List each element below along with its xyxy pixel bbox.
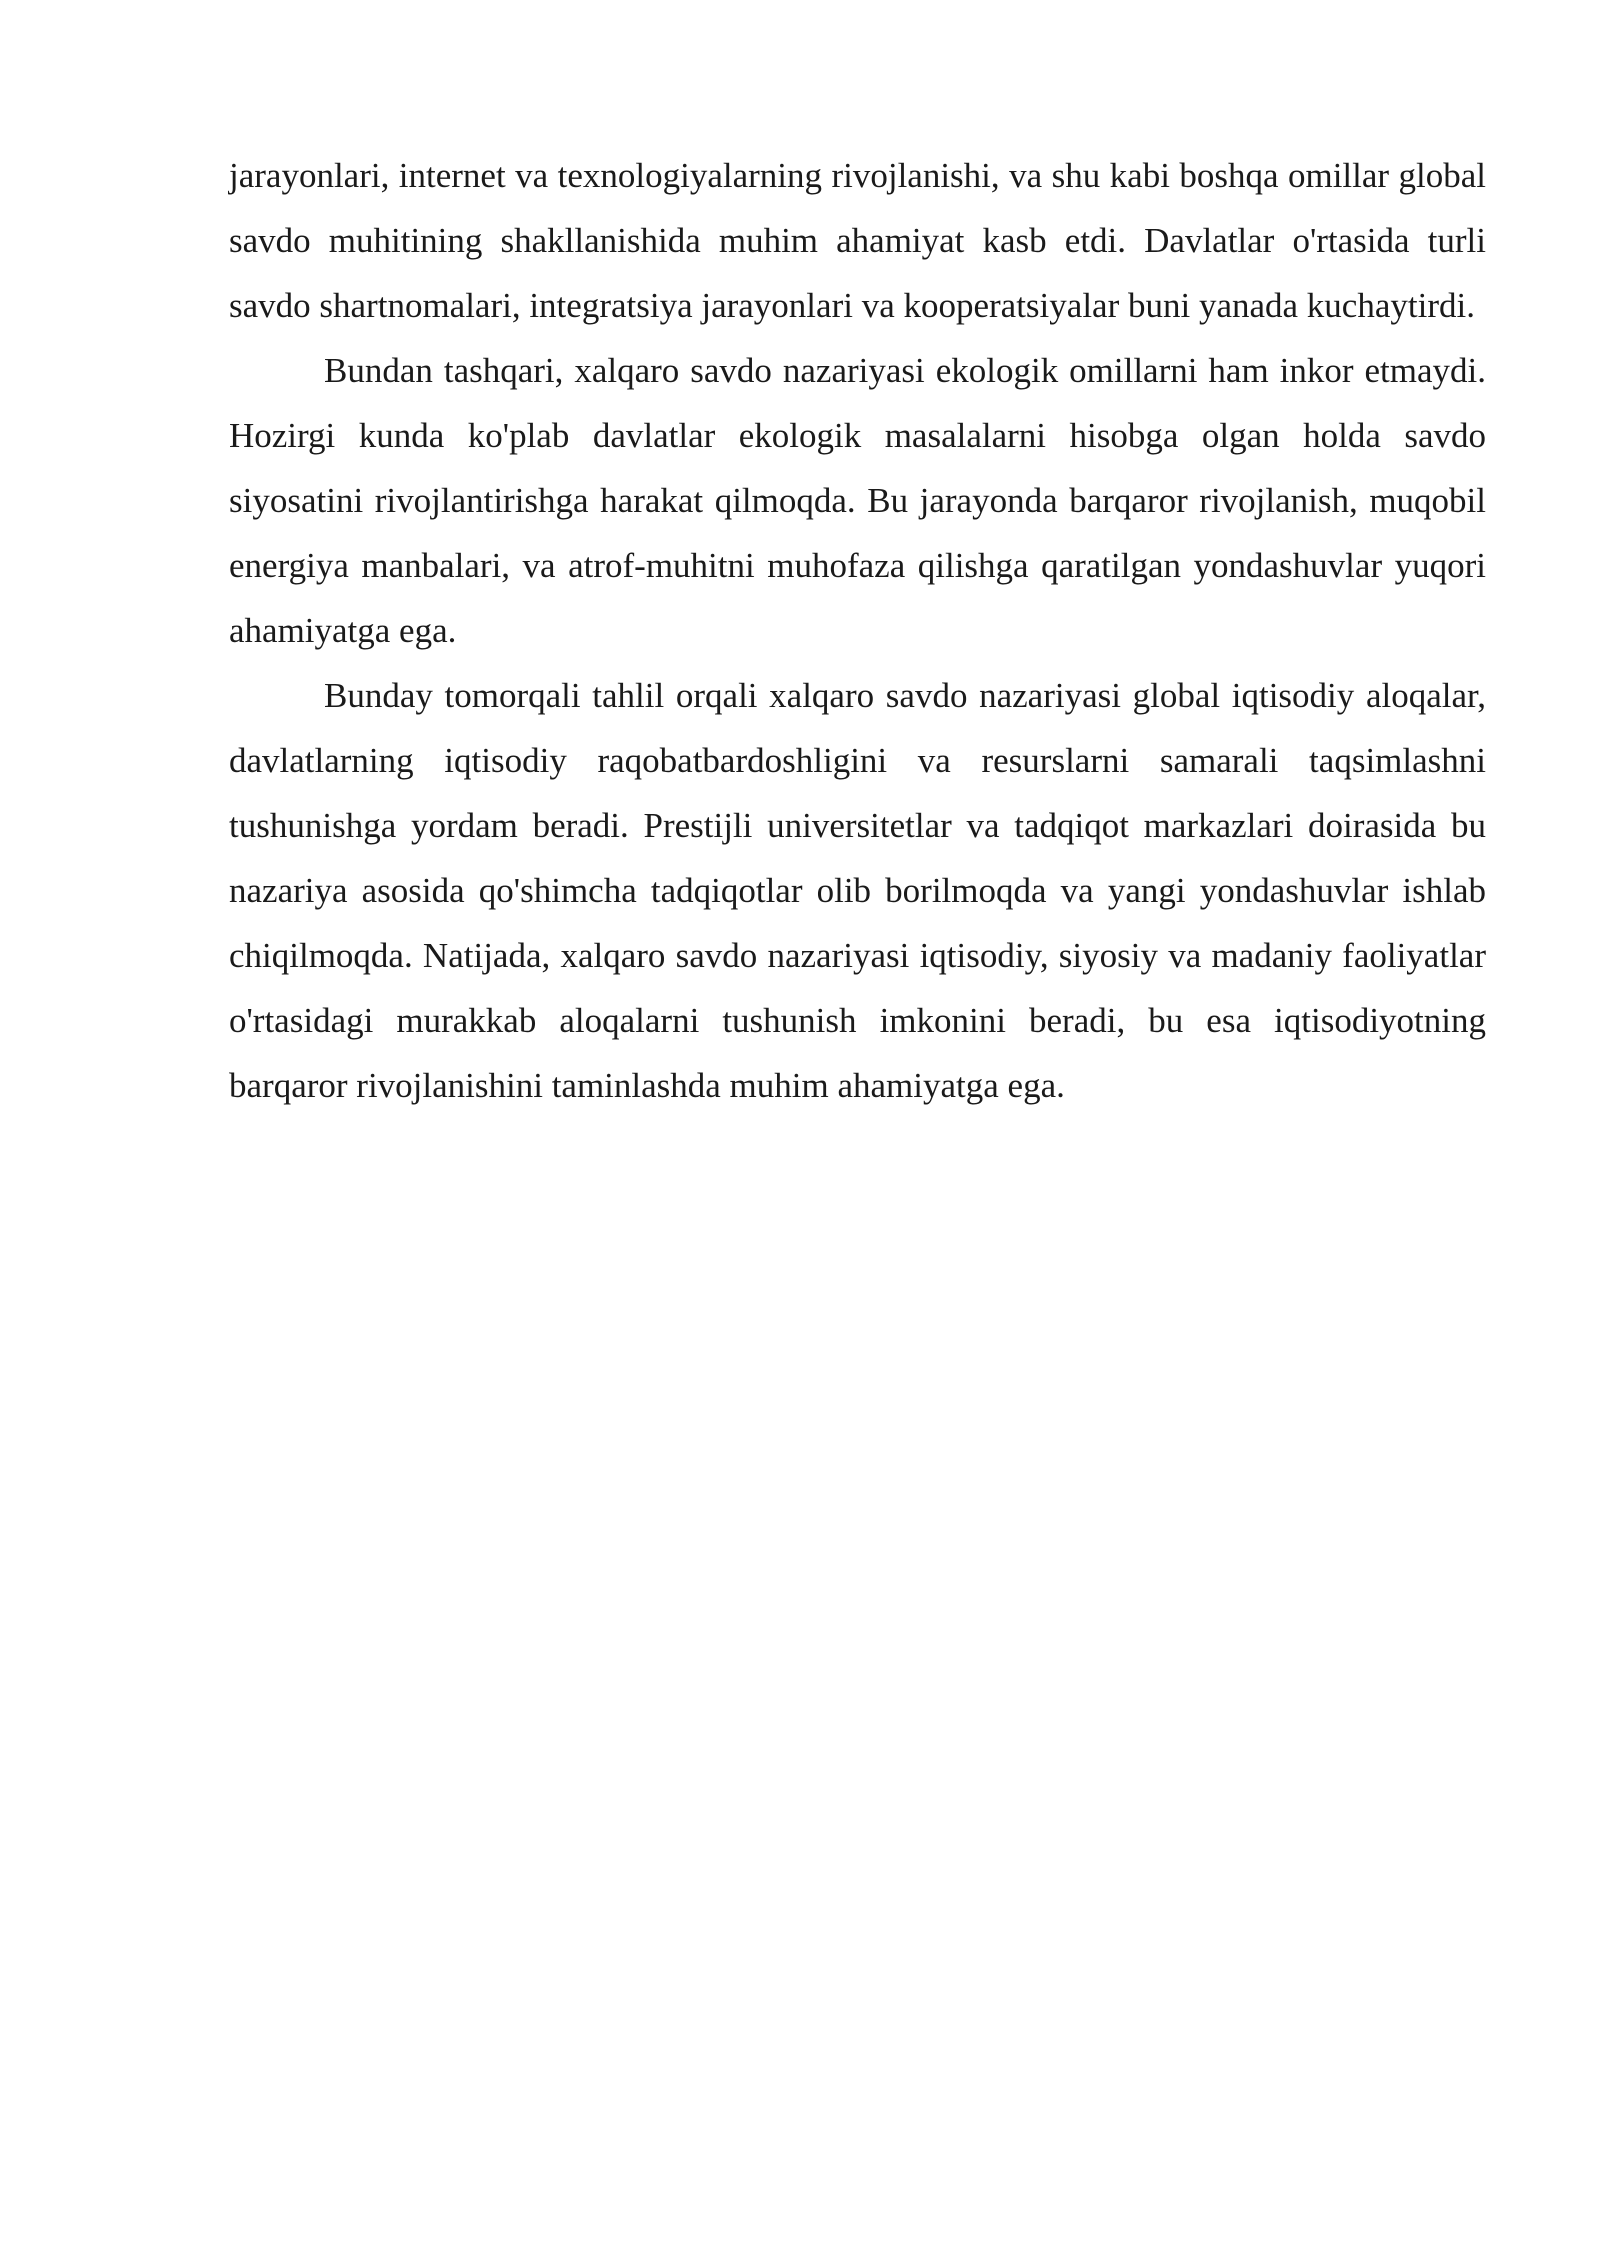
paragraph-continuation: jarayonlari, internet va texnologiyalarning rivojlanishi, va shu kabi boshqa omillar global savdo muhitining shakllanishida muhim ahamiyat kasb etdi. Davlatlar o'rtasida turli savdo shartnomalari, integratsiya jarayonlari va kooperatsiyalar buni yanada kuchaytirdi. — [229, 156, 1486, 325]
paragraph-conclusion: Bunday tomorqali tahlil orqali xalqaro savdo nazariyasi global iqtisodiy aloqalar, davlatlarning iqtisodiy raqobatbardoshligini va resurslarni samarali taqsimlashni tushunishga yordam beradi. Prestijli universitetlar va tadqiqot markazlari doirasida bu nazariya asosida qo'shimcha tadqiqotlar olib borilmoqda va yangi yondashuvlar ishlab chiqilmoqda. Natijada, xalqaro savdo nazariyasi iqtisodiy, siyosiy va madaniy faoliyatlar o'rtasidagi murakkab aloqalarni tushunish imkonini beradi, bu esa iqtisodiyotning barqaror rivojlanishini taminlashda muhim ahamiyatga ega. — [229, 676, 1486, 1105]
body-text — [229, 143, 1486, 1118]
paragraph-ecological-factors: Bundan tashqari, xalqaro savdo nazariyasi ekologik omillarni ham inkor etmaydi. Hozirgi kunda ko'plab davlatlar ekologik masalalarni hisobga olgan holda savdo siyosatini rivojlantirishga harakat qilmoqda. Bu jarayonda barqaror rivojlanish, muqobil energiya manbalari, va atrof-muhitni muhofaza qilishga qaratilgan yondashuvlar yuqori ahamiyatga ega. — [229, 351, 1486, 650]
